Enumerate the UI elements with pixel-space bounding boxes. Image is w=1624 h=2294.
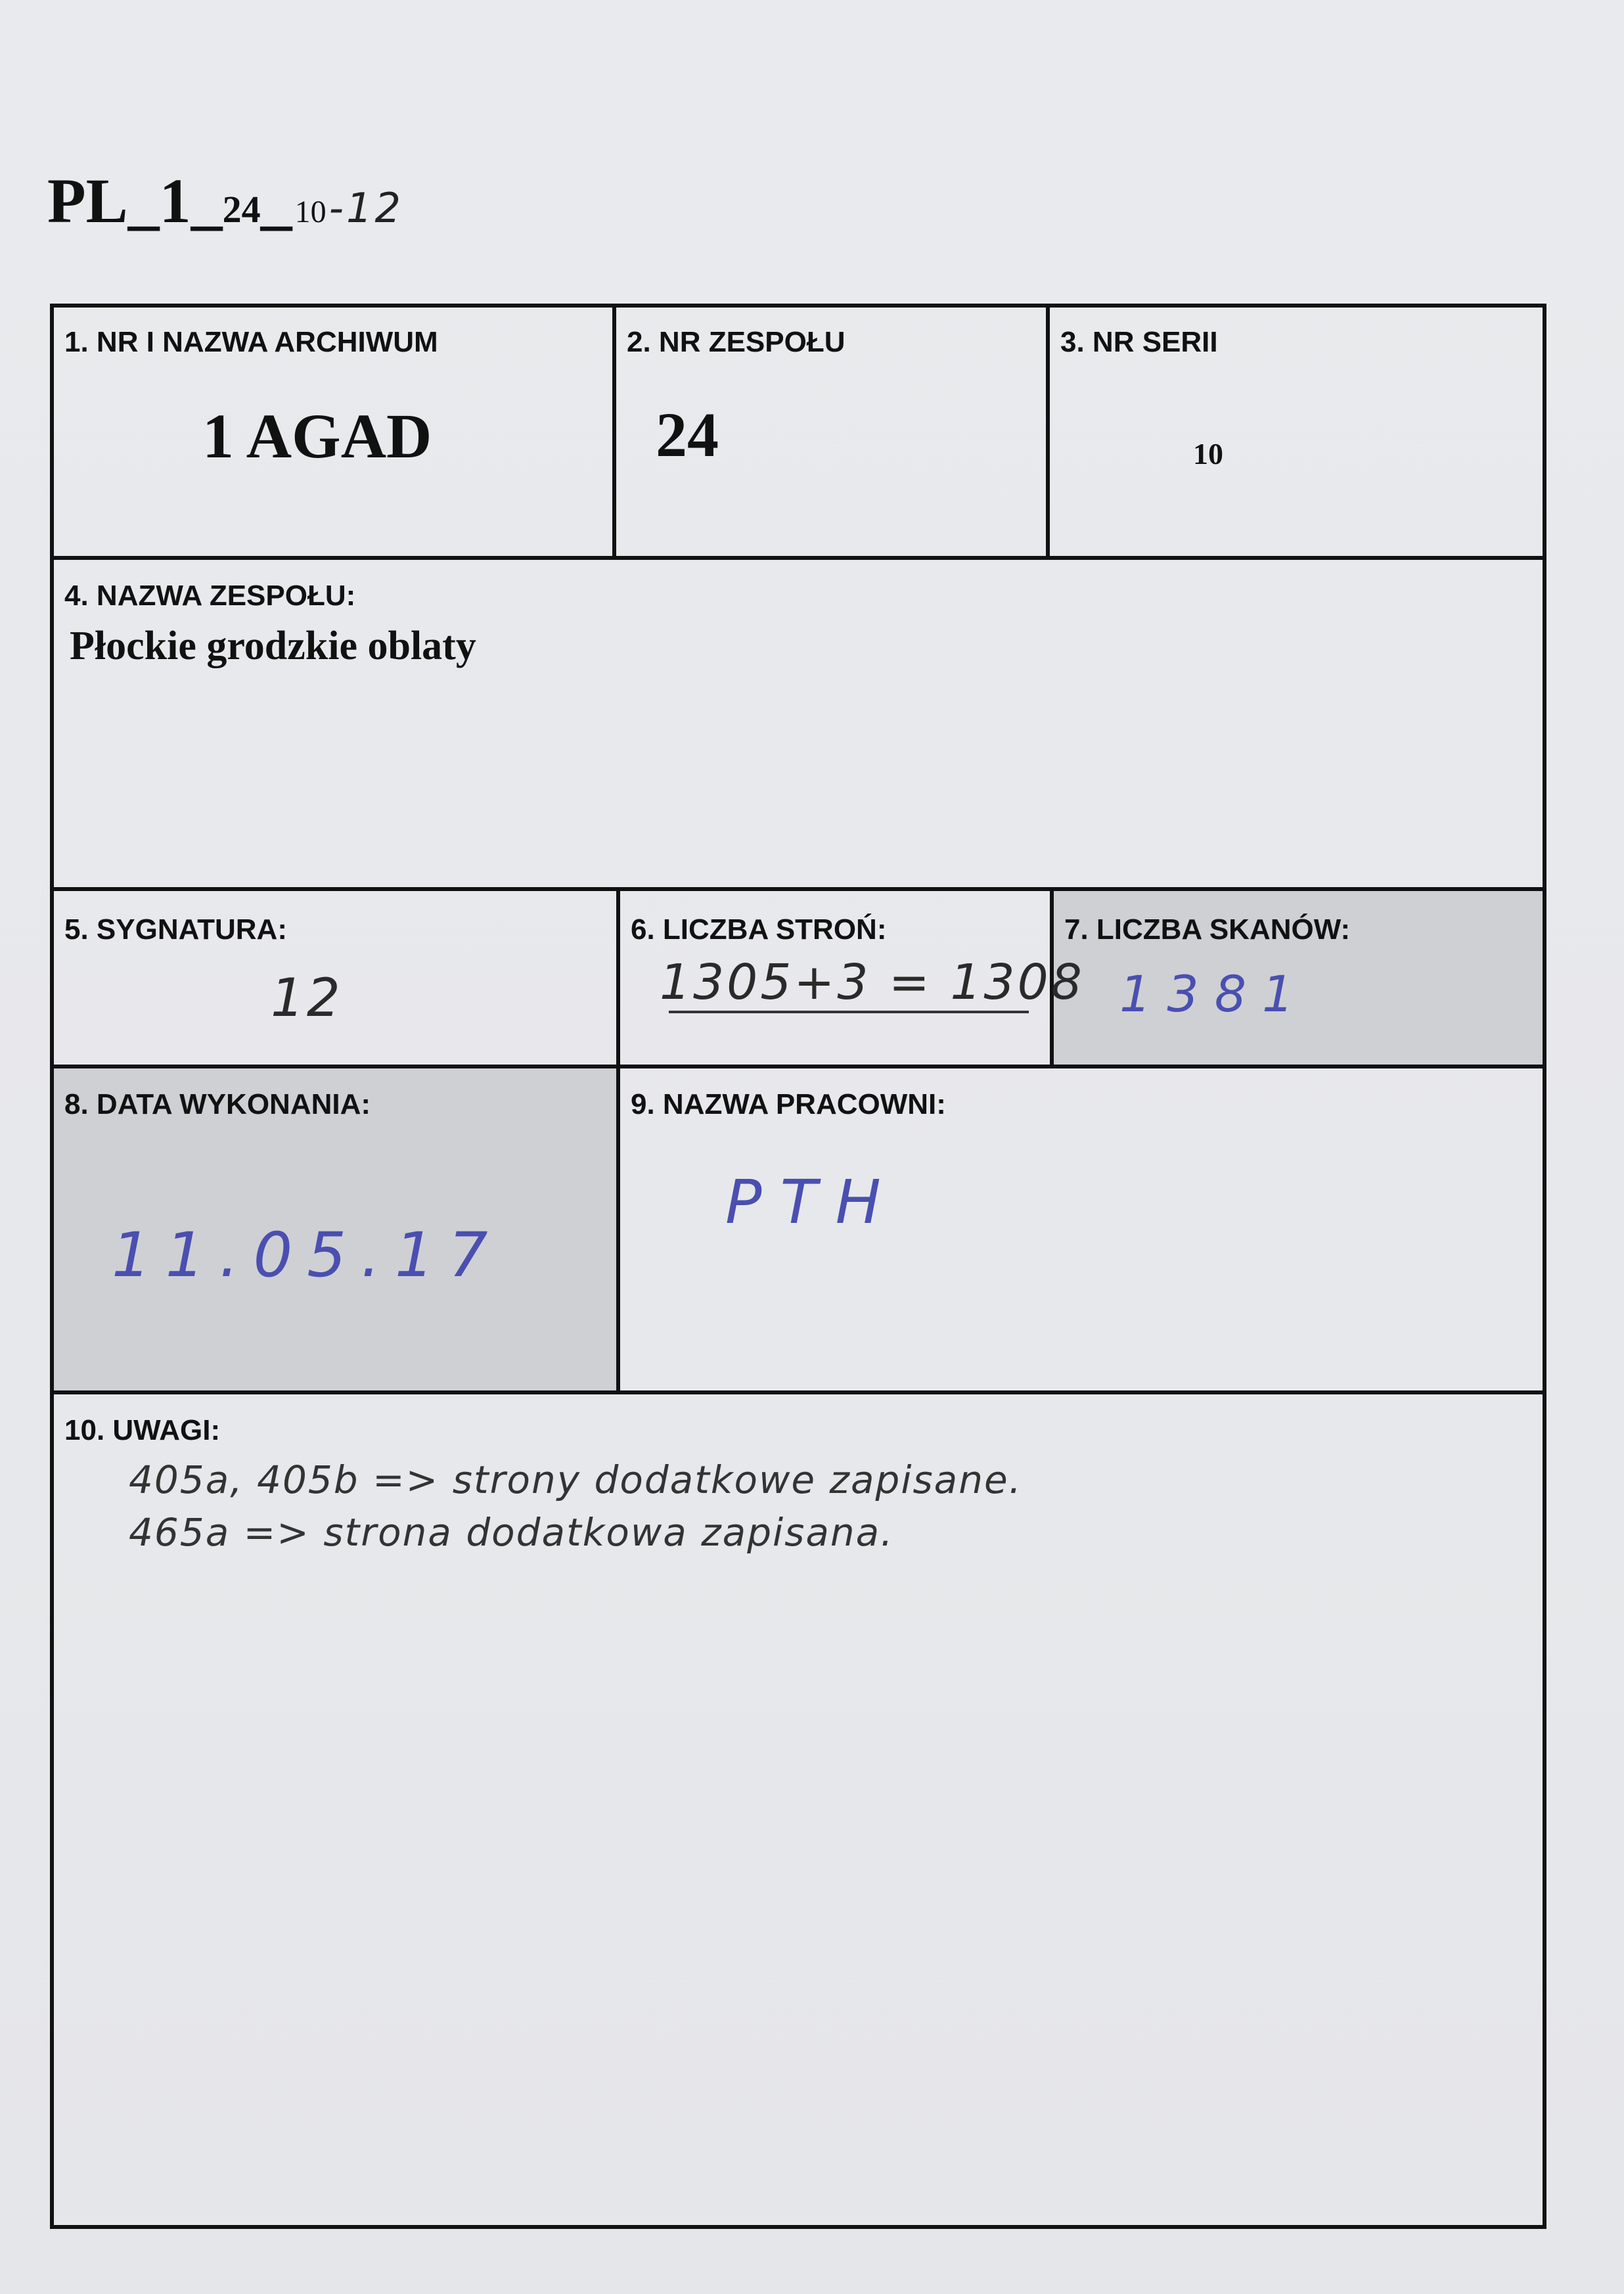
document-identifier (47, 164, 403, 237)
field-fond-name (54, 560, 1543, 887)
field-series-number (1050, 308, 1543, 556)
field6-label: 6. LICZBA STROŃ: (631, 913, 887, 946)
field3-label: 3. NR SERII (1060, 326, 1218, 358)
id-handwritten-suffix: -12 (328, 184, 403, 232)
field2-value: 24 (656, 400, 719, 470)
field-archive (54, 308, 612, 556)
field-scan-count (1054, 891, 1543, 1065)
id-separator: _ (260, 166, 292, 236)
field5-label: 5. SYGNATURA: (64, 913, 287, 946)
field-date (54, 1068, 616, 1390)
field-fond-number (616, 308, 1046, 556)
id-fond: 24 (222, 188, 261, 231)
field3-value: 10 (1193, 437, 1223, 470)
page-count-underline (669, 1011, 1029, 1013)
field5-value: 12 (271, 967, 343, 1028)
field10-label: 10. UWAGI: (64, 1414, 221, 1446)
field7-value: 1381 (1119, 965, 1310, 1023)
id-prefix: PL_1_ (47, 166, 223, 236)
field9-label: 9. NAZWA PRACOWNI: (631, 1088, 946, 1120)
id-series: 10 (294, 195, 327, 229)
metadata-form (50, 304, 1546, 2229)
field-workshop (620, 1068, 1543, 1390)
field7-label: 7. LICZBA SKANÓW: (1064, 913, 1351, 946)
field-signature (54, 891, 616, 1065)
remarks-line-2: 465a => strona dodatkowa zapisana. (129, 1510, 894, 1555)
field1-value: 1 AGAD (202, 401, 432, 471)
field4-label: 4. NAZWA ZESPOŁU: (64, 580, 356, 612)
field4-value: Płockie grodzkie oblaty (70, 624, 476, 668)
field-remarks (54, 1394, 1543, 2225)
field8-value: 11.05.17 (112, 1220, 503, 1291)
field8-label: 8. DATA WYKONANIA: (64, 1088, 371, 1120)
field-page-count (620, 891, 1085, 1065)
field1-label: 1. NR I NAZWA ARCHIWUM (64, 326, 438, 358)
field2-label: 2. NR ZESPOŁU (627, 326, 846, 358)
field6-value: 1305+3 = 1308 (660, 954, 1085, 1011)
field9-value: PTH (725, 1167, 899, 1237)
remarks-line-1: 405a, 405b => strony dodatkowe zapisane. (129, 1457, 1023, 1502)
